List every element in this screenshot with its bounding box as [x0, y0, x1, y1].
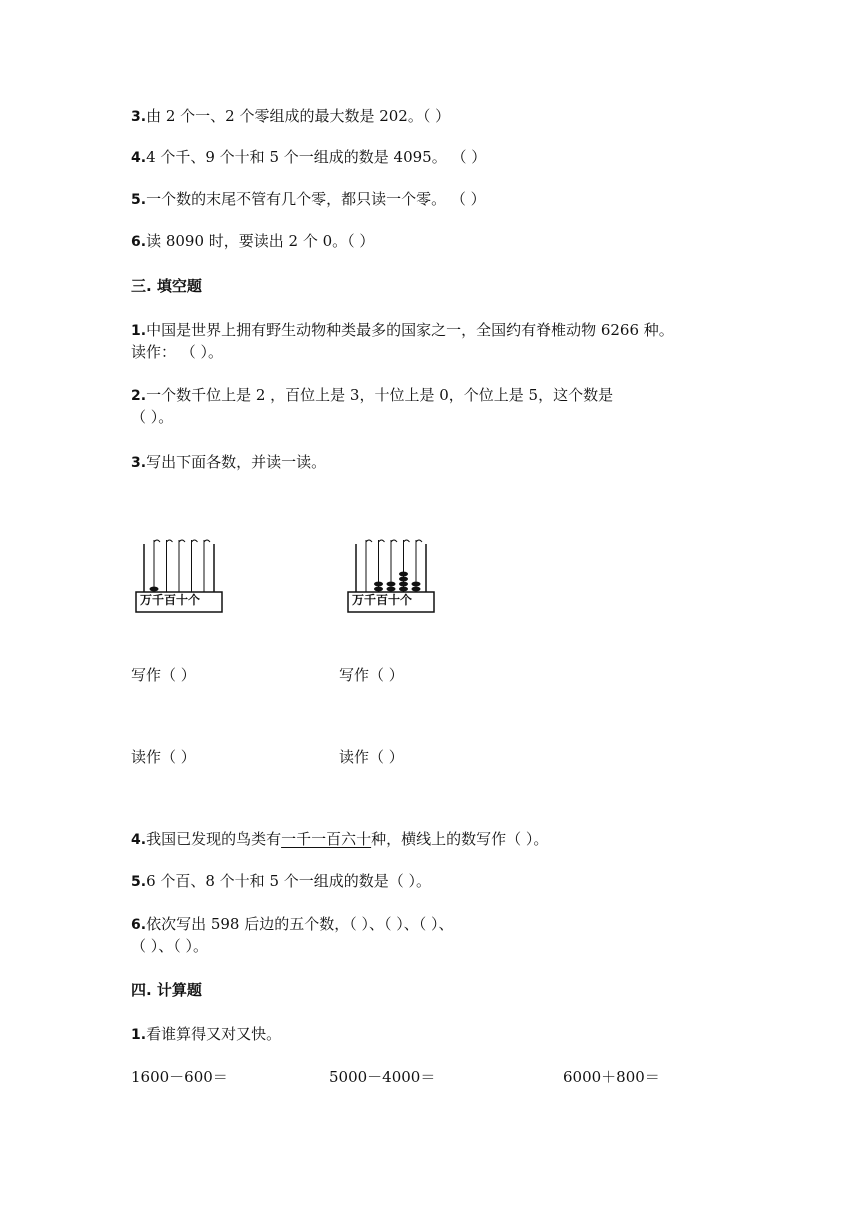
question-number: 3.: [131, 109, 147, 125]
judge-question-5: [131, 189, 486, 210]
judge-question-4: [131, 147, 486, 168]
abacus-bead: [399, 577, 408, 582]
question-number: 1.: [131, 1027, 147, 1043]
abacus-right: [346, 538, 436, 616]
fill-question-5: [131, 871, 431, 892]
abacus-place-labels: 万千百十个: [140, 593, 201, 607]
calc-item-2: 5000－4000＝: [329, 1068, 436, 1086]
fill-question-3: [131, 452, 326, 473]
question-text: 6 个百、8 个十和 5 个一组成的数是（ ）。: [146, 872, 432, 890]
fill-question-6-line1: [131, 914, 454, 935]
question-text: 看谁算得又对又快。: [146, 1025, 282, 1043]
abacus-rod-cap: [204, 540, 210, 542]
abacus-rod-cap: [179, 540, 185, 542]
question-text-before: 我国已发现的鸟类有: [146, 830, 282, 848]
question-text: 4 个千、9 个十和 5 个一组成的数是 4095。 （ ）: [146, 148, 487, 166]
abacus-rod-cap: [391, 540, 397, 542]
question-number: 5.: [131, 874, 147, 890]
question-number: 5.: [131, 192, 147, 208]
question-number: 4.: [131, 832, 147, 848]
section-heading-fill-blank: 三. 填空题: [131, 277, 202, 295]
question-number: 1.: [131, 323, 147, 339]
write-right: 写作（ ）: [339, 666, 404, 684]
fill-question-2-line2: （ ）。: [131, 408, 174, 426]
read-left: 读作（ ）: [131, 748, 196, 766]
question-number: 3.: [131, 455, 147, 471]
read-right: 读作（ ）: [339, 748, 404, 766]
abacus-rod-cap: [154, 540, 160, 542]
abacus-bead: [374, 582, 383, 587]
abacus-rod-cap: [192, 540, 198, 542]
fill-question-1-line2: 读作： （ ）。: [131, 343, 224, 361]
abacus-beads: [374, 572, 421, 592]
abacus-rod-cap: [404, 540, 410, 542]
underlined-number-words: 一千一百六十: [281, 830, 372, 848]
abacus-rod-cap: [379, 540, 385, 542]
question-text: 写出下面各数，并读一读。: [146, 453, 327, 471]
abacus-bead: [399, 572, 408, 577]
fill-question-6-line2: （ ）、（ ）。: [131, 937, 209, 955]
judge-question-6: [131, 231, 374, 252]
question-number: 4.: [131, 150, 147, 166]
question-number: 6.: [131, 234, 147, 250]
fill-question-4: [131, 829, 548, 850]
fill-question-2-line1: [131, 385, 613, 406]
judge-question-3: [131, 106, 450, 127]
abacus-place-labels: 万千百十个: [352, 593, 413, 607]
question-text: 读 8090 时，要读出 2 个 0。（ ）: [146, 232, 375, 250]
question-number: 2.: [131, 388, 147, 404]
calc-question-1: [131, 1024, 281, 1045]
abacus-bead: [399, 582, 408, 587]
abacus-bead: [412, 587, 421, 592]
calc-item-3: 6000＋800＝: [563, 1068, 660, 1086]
question-text: 一个数千位上是 2 ，百位上是 3，十位上是 0，个位上是 5，这个数是: [146, 386, 614, 404]
question-number: 6.: [131, 917, 147, 933]
question-text: 一个数的末尾不管有几个零，都只读一个零。 （ ）: [146, 190, 486, 208]
question-text-after: 种，横线上的数写作（ ）。: [371, 830, 549, 848]
question-text: 由 2 个一、2 个零组成的最大数是 202。（ ）: [146, 107, 451, 125]
abacus-bead: [387, 582, 396, 587]
question-text: 中国是世界上拥有野生动物种类最多的国家之一，全国约有脊椎动物 6266 种。: [146, 321, 674, 339]
calc-item-1: 1600－600＝: [131, 1068, 228, 1086]
abacus-rod-cap: [366, 540, 372, 542]
abacus-bead: [412, 582, 421, 587]
question-text: 依次写出 598 后边的五个数，（ ）、（ ）、（ ）、: [146, 915, 454, 933]
abacus-left: [134, 538, 224, 616]
abacus-rod-cap: [167, 540, 173, 542]
abacus-rod-cap: [416, 540, 422, 542]
section-heading-calculation: 四. 计算题: [131, 981, 202, 999]
abacus-rods: [154, 540, 210, 592]
fill-question-1-line1: [131, 320, 674, 341]
write-left: 写作（ ）: [131, 666, 196, 684]
